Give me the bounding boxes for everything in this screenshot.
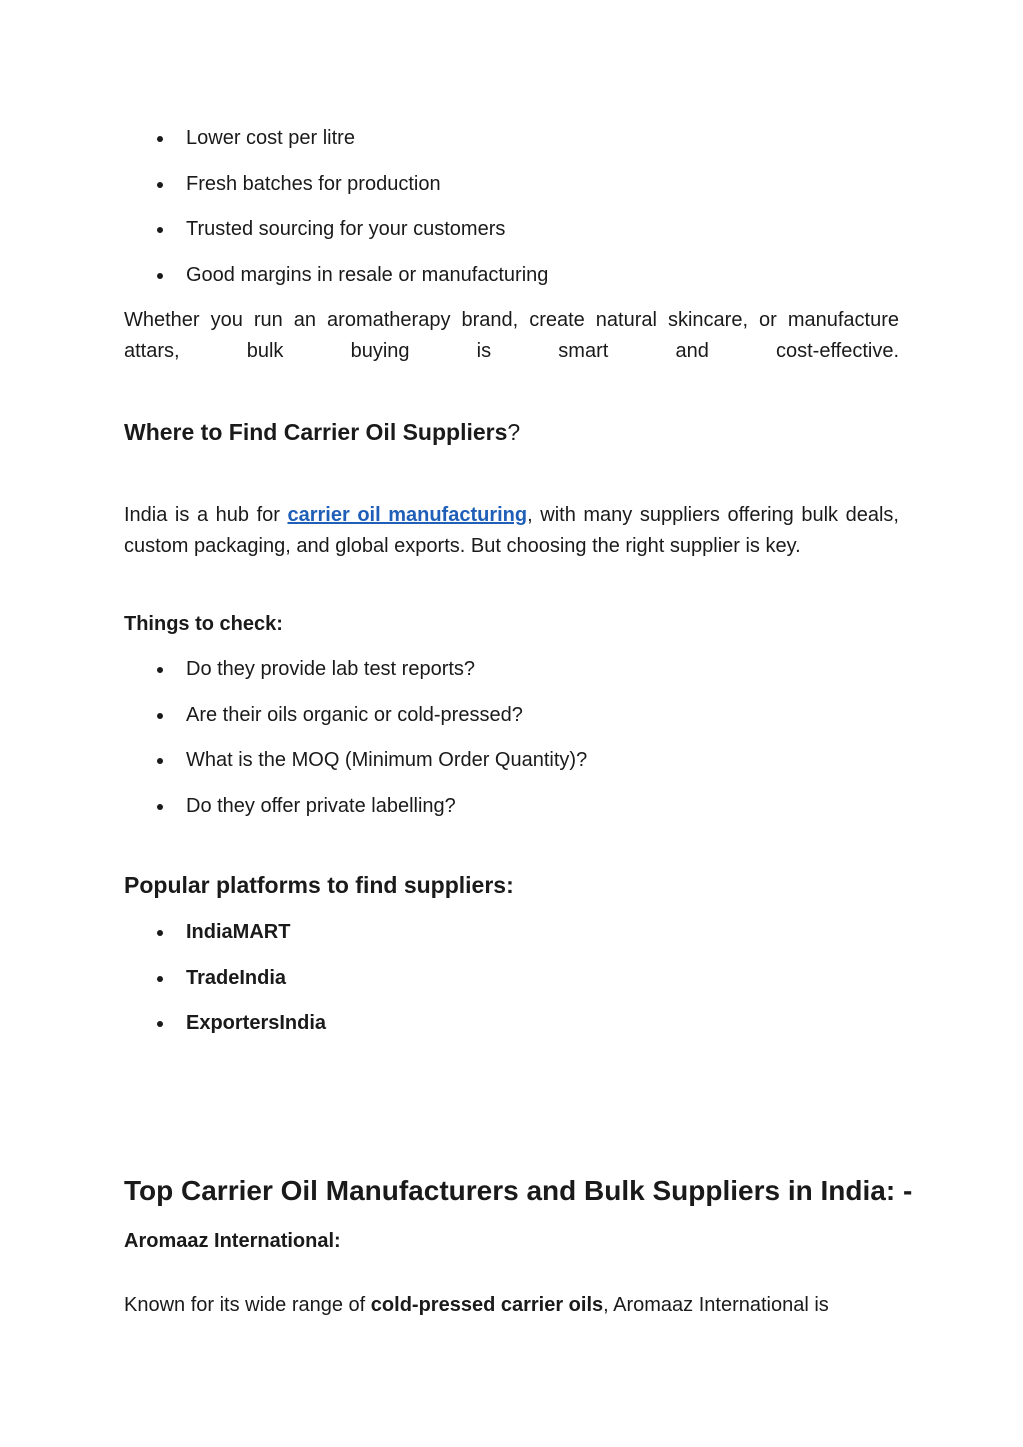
- list-item: Do they offer private labelling?: [124, 791, 899, 837]
- list-item: Lower cost per litre: [124, 123, 899, 169]
- bullet-icon: [157, 713, 163, 719]
- list-item: IndiaMART: [124, 917, 899, 963]
- list-item: Are their oils organic or cold-pressed?: [124, 700, 899, 746]
- bullet-icon: [157, 227, 163, 233]
- bullet-icon: [157, 273, 163, 279]
- bullet-icon: [157, 667, 163, 673]
- platform-bullet-list: [124, 917, 899, 1054]
- bullet-icon: [157, 804, 163, 810]
- list-item: Do they provide lab test reports?: [124, 654, 899, 700]
- company-paragraph: Known for its wide range of cold-pressed carrier oils, Aromaaz International is: [124, 1294, 829, 1316]
- list-item: TradeIndia: [124, 963, 899, 1009]
- intro-bullet-list: [124, 123, 899, 305]
- list-item: What is the MOQ (Minimum Order Quantity)?: [124, 745, 899, 791]
- where-heading: Where to Find Carrier Oil Suppliers?: [124, 419, 521, 445]
- things-to-check-label: Things to check:: [124, 613, 283, 635]
- company-label: Aromaaz International:: [124, 1230, 341, 1252]
- check-bullet-list: [124, 654, 899, 836]
- carrier-oil-manufacturing-link[interactable]: carrier oil manufacturing: [287, 504, 528, 526]
- platforms-heading: Popular platforms to find suppliers:: [124, 872, 514, 898]
- intro-paragraph: Whether you run an aromatherapy brand, create natural skincare, or manufacture attars, bulk buying is smart and cost-effective.: [124, 309, 899, 362]
- bullet-icon: [157, 1021, 163, 1027]
- bullet-icon: [157, 930, 163, 936]
- top-suppliers-heading: Top Carrier Oil Manufacturers and Bulk Suppliers in India: -: [124, 1175, 913, 1206]
- list-item: Fresh batches for production: [124, 169, 899, 215]
- bullet-icon: [157, 182, 163, 188]
- list-item: Trusted sourcing for your customers: [124, 214, 899, 260]
- list-item: ExportersIndia: [124, 1008, 899, 1054]
- india-paragraph: India is a hub for carrier oil manufacturing, with many suppliers offering bulk deals, custom packaging, and global exports. But choosing the right supplier is key.: [124, 504, 899, 557]
- bullet-icon: [157, 758, 163, 764]
- list-item: Good margins in resale or manufacturing: [124, 260, 899, 306]
- bullet-icon: [157, 976, 163, 982]
- bullet-icon: [157, 136, 163, 142]
